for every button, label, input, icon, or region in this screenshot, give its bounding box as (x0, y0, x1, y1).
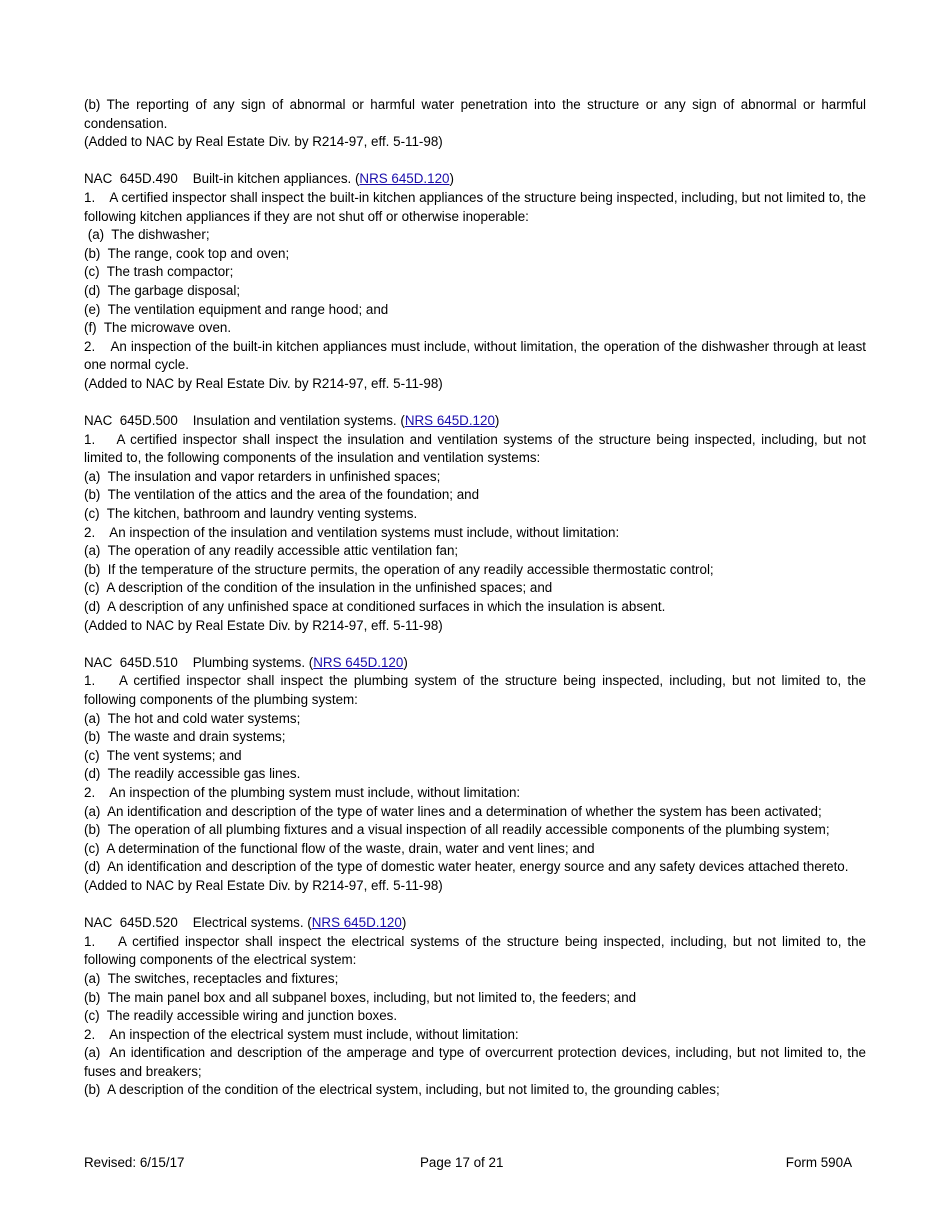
nrs-reference-link[interactable]: NRS 645D.120 (404, 413, 495, 429)
section-title: Electrical systems. ( (192, 915, 312, 931)
section-number: NAC 645D.520 (84, 915, 178, 931)
section-paragraph: (b) The operation of all plumbing fixtures and a visual inspection of all readily accessible components of the plumbing system; (84, 822, 830, 838)
section-paragraph: (c) The vent systems; and (84, 747, 242, 763)
section-history-note: (Added to NAC by Real Estate Div. by R214-97, eff. 5-11-98) (84, 877, 443, 893)
nrs-reference-link[interactable]: NRS 645D.120 (359, 171, 450, 187)
page-footer (84, 1155, 866, 1175)
section-paragraph: (a) The insulation and vapor retarders in unfinished spaces; (84, 468, 441, 484)
section-paragraph: 1. A certified inspector shall inspect the plumbing system of the structure being inspected, including, but not limited to, the following components of the plumbing system: (84, 673, 870, 707)
section-paragraph: (b) A description of the condition of the electrical system, including, but not limited to, the grounding cables; (84, 1082, 720, 1098)
section-history-note: (Added to NAC by Real Estate Div. by R214-97, eff. 5-11-98) (84, 375, 443, 391)
nrs-reference-link[interactable]: NRS 645D.120 (313, 654, 404, 670)
section-paragraph: (b) The main panel box and all subpanel boxes, including, but not limited to, the feeders; and (84, 989, 637, 1005)
section-paragraph: (c) A determination of the functional flow of the waste, drain, water and vent lines; and (84, 840, 595, 856)
section-paragraph: (c) The trash compactor; (84, 264, 234, 280)
section-paragraph: (b) If the temperature of the structure permits, the operation of any readily accessible thermostatic control; (84, 561, 714, 577)
section-number: NAC 645D.490 (84, 171, 178, 187)
section-heading: NAC 645D.510 Plumbing systems. (NRS 645D.120) (84, 654, 408, 670)
section-paragraph: (a) The dishwasher; (84, 227, 210, 243)
section-paragraph: (d) The garbage disposal; (84, 282, 241, 298)
section-paragraph: (c) The kitchen, bathroom and laundry venting systems. (84, 506, 418, 522)
section-spacer (84, 896, 866, 915)
section-heading: NAC 645D.520 Electrical systems. (NRS 645D.120) (84, 915, 407, 931)
section-title: Insulation and ventilation systems. ( (192, 413, 405, 429)
section-paragraph: (a) The hot and cold water systems; (84, 710, 301, 726)
section-paragraph: (c) A description of the condition of the insulation in the unfinished spaces; and (84, 580, 553, 596)
section-paragraph: (a) The operation of any readily accessible attic ventilation fan; (84, 543, 459, 559)
section-paragraph: (a) The switches, receptacles and fixtures; (84, 970, 339, 986)
section-paragraph: (d) A description of any unfinished space at conditioned surfaces in which the insulation is absent. (84, 599, 666, 615)
section-paragraph: (b) The range, cook top and oven; (84, 245, 290, 261)
section-paragraph: (a) An identification and description of the type of water lines and a determination of whether the system has been activated; (84, 803, 822, 819)
section-paragraph: 1. A certified inspector shall inspect the electrical systems of the structure being inspected, including, but not limited to, the following components of the electrical system: (84, 933, 870, 968)
section-paragraph: 2. An inspection of the plumbing system must include, without limitation: (84, 784, 521, 800)
section-history-note: (Added to NAC by Real Estate Div. by R214-97, eff. 5-11-98) (84, 617, 443, 633)
section-paragraph: 2. An inspection of the insulation and ventilation systems must include, without limitation: (84, 524, 620, 540)
section-paragraph: (f) The microwave oven. (84, 320, 232, 336)
section-paragraph: 2. An inspection of the built-in kitchen appliances must include, without limitation, the operation of the dishwasher through at least one normal cycle. (84, 338, 870, 373)
section-spacer (84, 394, 866, 413)
section-paragraph: 1. A certified inspector shall inspect the insulation and ventilation systems of the structure being inspected, including, but not limited to, the following components of the insulation and ventilation systems: (84, 431, 870, 466)
section-paragraph: (d) An identification and description of the type of domestic water heater, energy source and any safety devices attached thereto. (84, 859, 849, 875)
section-paragraph: 2. An inspection of the electrical system must include, without limitation: (84, 1026, 519, 1042)
section-spacer (84, 152, 866, 171)
footer-page-number: Page 17 of 21 (420, 1155, 504, 1170)
section-number: NAC 645D.500 (84, 413, 178, 429)
footer-form-number: Form 590A (785, 1155, 852, 1170)
nrs-reference-link[interactable]: NRS 645D.120 (311, 915, 402, 931)
section-title: Plumbing systems. ( (192, 654, 314, 670)
section-paragraph: (b) The ventilation of the attics and the area of the foundation; and (84, 487, 480, 503)
intro-history-note: (Added to NAC by Real Estate Div. by R214-97, eff. 5-11-98) (84, 134, 443, 150)
section-heading: NAC 645D.490 Built-in kitchen appliances. (NRS 645D.120) (84, 171, 454, 187)
section-heading: NAC 645D.500 Insulation and ventilation systems. (NRS 645D.120) (84, 413, 500, 429)
section-paragraph: (c) The readily accessible wiring and junction boxes. (84, 1008, 398, 1024)
section-paragraph: 1. A certified inspector shall inspect the built-in kitchen appliances of the structure being inspected, including, but not limited to, the following kitchen appliances if they are not shut off or otherwise inoperable: (84, 189, 870, 224)
section-title: Built-in kitchen appliances. ( (192, 171, 360, 187)
section-spacer (84, 635, 866, 654)
intro-paragraph-b: (b) The reporting of any sign of abnormal or harmful water penetration into the structure or any sign of abnormal or harmful condensation. (84, 97, 866, 131)
section-paragraph: (d) The readily accessible gas lines. (84, 766, 301, 782)
section-paragraph: (e) The ventilation equipment and range hood; and (84, 301, 389, 317)
footer-revised: Revised: 6/15/17 (84, 1155, 185, 1170)
section-number: NAC 645D.510 (84, 654, 178, 670)
document-body (84, 96, 870, 1100)
section-paragraph: (b) The waste and drain systems; (84, 729, 286, 745)
section-paragraph: (a) An identification and description of the amperage and type of overcurrent protection devices, including, but not limited to, the fuses and breakers; (84, 1045, 870, 1079)
